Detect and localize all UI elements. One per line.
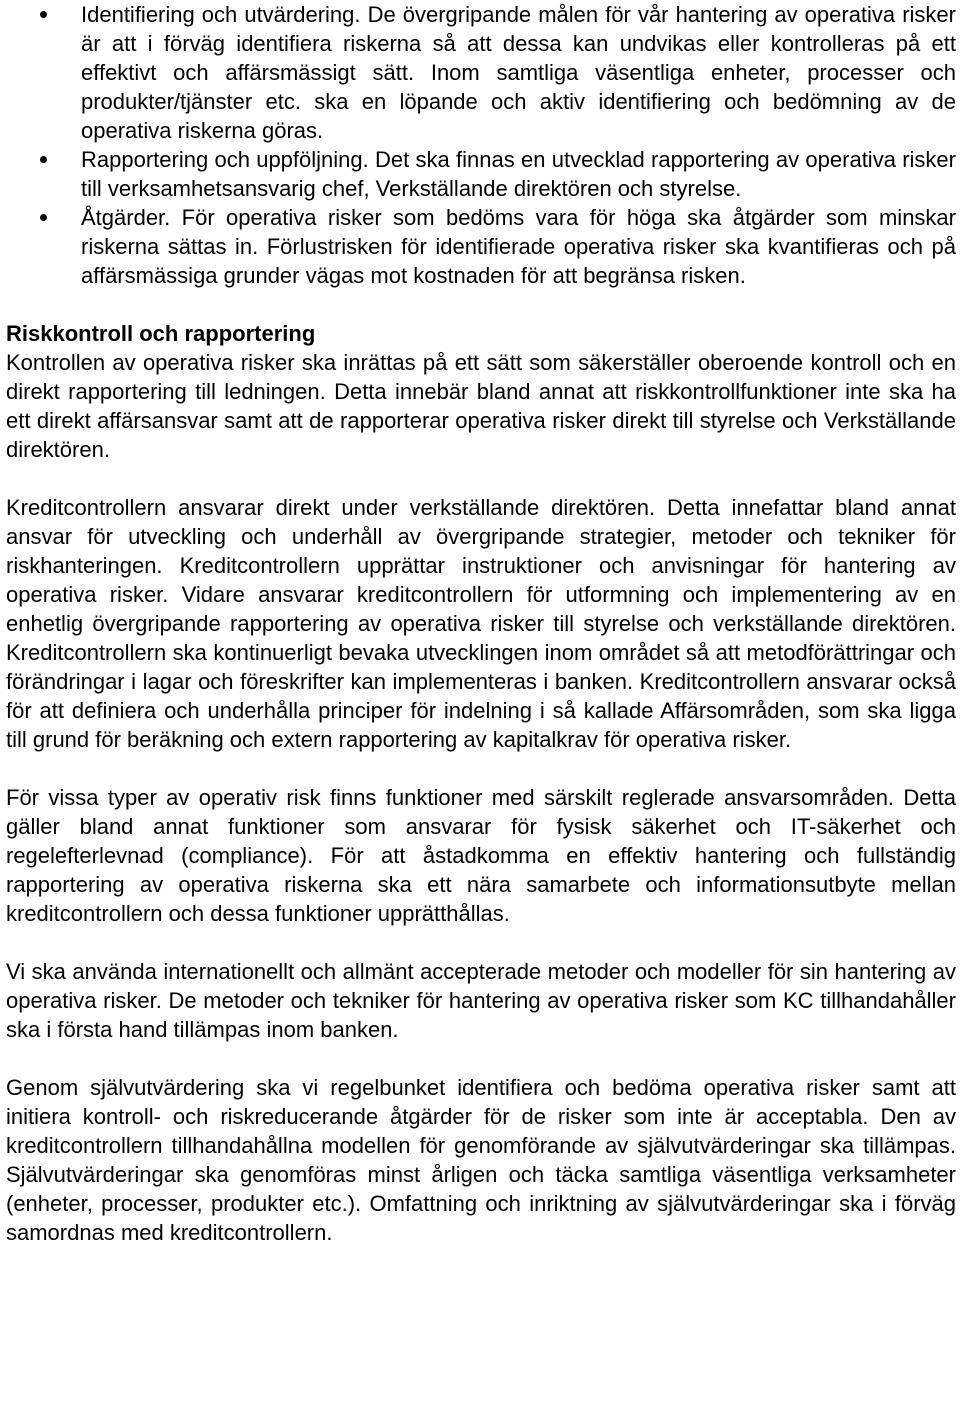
paragraph: För vissa typer av operativ risk finns funktioner med särskilt reglerade ansvarsområden. Detta gäller bland annat funktioner som ansvarar för fysisk säkerhet och IT-säkerhet och regelefterlevnad (compliance). För att åstadkomma en effektiv hantering och fullständig rapportering av operativa riskerna ska ett nära samarbete och informationsutbyte mellan kreditcontrollern och dessa funktioner upprätthållas. [6,785,956,926]
bullet-text: Åtgärder. För operativa risker som bedöms vara för höga ska åtgärder som minskar riskerna sättas in. Förlustrisken för identifierade operativa risker ska kvantifieras och på affärsmässiga grunder vägas mot kostnaden för att begränsa risken. [81,205,956,288]
bullet-icon [40,156,47,163]
bullet-text: Identifiering och utvärdering. De övergripande målen för vår hantering av operativa risker är att i förväg identifiera riskerna så att dessa kan undvikas eller kontrolleras på ett effektivt och affärsmässigt sätt. Inom samtliga väsentliga enheter, processer och produkter/tjänster etc. ska en löpande och aktiv identifiering och bedömning av de operativa riskerna göras. [81,2,956,143]
paragraph: Vi ska använda internationellt och allmänt accepterade metoder och modeller för sin hantering av operativa risker. De metoder och tekniker för hantering av operativa risker som KC tillhandahåller ska i första hand tillämpas inom banken. [6,959,956,1042]
paragraph: Kreditcontrollern ansvarar direkt under verkställande direktören. Detta innefattar bland annat ansvar för utveckling och underhåll av övergripande strategier, metoder och tekniker för riskhanteringen. Kreditcontrollern upprättar instruktioner och anvisningar för hantering av operativa risker. Vidare ansvarar kreditcontrollern för utformning och implementering av en enhetlig övergripande rapportering av operativa risker till styrelse och verkställande direktören. Kreditcontrollern ska kontinuerligt bevaka utvecklingen inom området så att metodförättringar och förändringar i lagar och föreskrifter kan implementeras i banken. Kreditcontrollern ansvarar också för att definiera och underhålla principer för indelning i så kallade Affärsområden, som ska ligga till grund för beräkning och extern rapportering av kapitalkrav för operativa risker. [6,495,956,752]
bullet-icon [40,214,47,221]
document-page [6,0,956,1247]
paragraph: Genom självutvärdering ska vi regelbunket identifiera och bedöma operativa risker samt att initiera kontroll- och riskreducerande åtgärder för de risker som inte är acceptabla. Den av kreditcontrollern tillhandahållna modellen för genomförande av självutvärderingar ska tillämpas. Självutvärderingar ska genomföras minst årligen och täcka samtliga väsentliga verksamheter (enheter, processer, produkter etc.). Omfattning och inriktning av självutvärderingar ska i förväg samordnas med kreditcontrollern. [6,1075,956,1245]
bullet-text: Rapportering och uppföljning. Det ska finnas en utvecklad rapportering av operativa risker till verksamhetsansvarig chef, Verkställande direktören och styrelse. [81,147,956,201]
bullet-list [6,0,956,290]
paragraph: Kontrollen av operativa risker ska inrättas på ett sätt som säkerställer oberoende kontroll och en direkt rapportering till ledningen. Detta innebär bland annat att riskkontrollfunktioner inte ska ha ett direkt affärsansvar samt att de rapporterar operativa risker direkt till styrelse och Verkställande direktören. [6,350,956,462]
bullet-icon [40,11,47,18]
section-heading: Riskkontroll och rapportering [6,321,316,346]
bullet-item [6,203,956,290]
bullet-item [6,0,956,145]
bullet-item [6,145,956,203]
